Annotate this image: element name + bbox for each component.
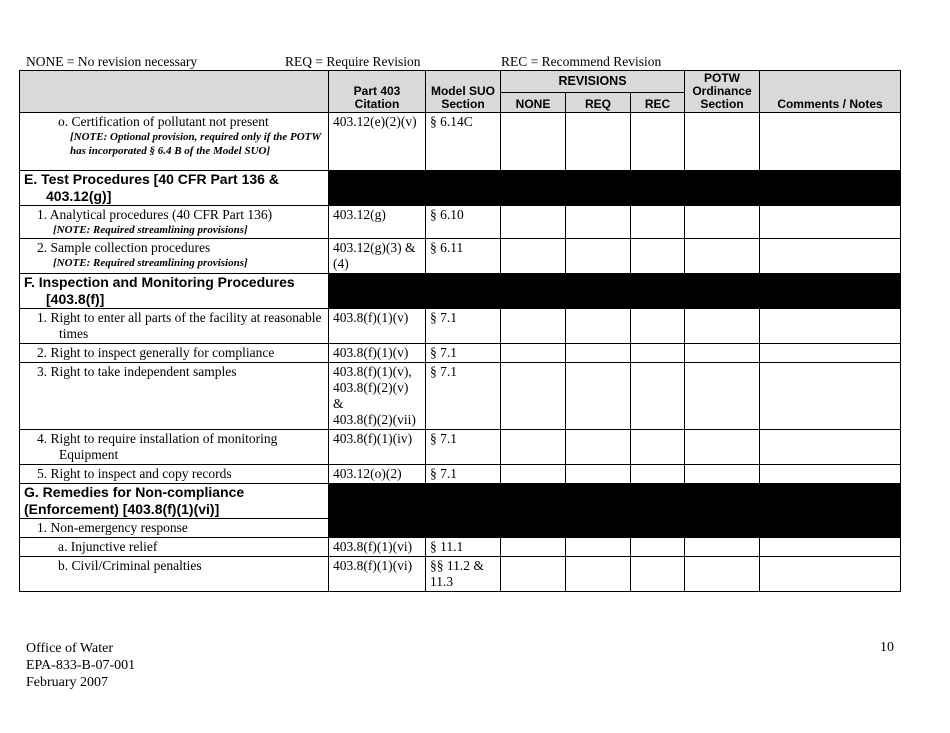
- comments-cell[interactable]: [760, 113, 901, 171]
- provision-label: a. Injunctive relief: [58, 539, 158, 554]
- section-row-e: [20, 171, 901, 206]
- provision-label: 4. Right to require installation of monitoring Equipment: [37, 431, 278, 462]
- provision-label: b. Civil/Criminal penalties: [58, 558, 202, 573]
- provision-note: [NOTE: Required streamlining provisions]: [53, 257, 248, 269]
- potw-cell[interactable]: [685, 557, 760, 592]
- footer-office: Office of Water: [26, 641, 113, 656]
- rec-cell[interactable]: [631, 465, 685, 484]
- header-potw: POTW Ordinance Section: [685, 71, 760, 113]
- none-cell[interactable]: [501, 344, 566, 363]
- none-cell[interactable]: [501, 206, 566, 239]
- none-cell[interactable]: [501, 113, 566, 171]
- req-cell[interactable]: [566, 538, 631, 557]
- citation-cell: 403.12(e)(2)(v): [329, 113, 426, 171]
- req-cell[interactable]: [566, 239, 631, 274]
- citation-cell: [329, 363, 426, 430]
- provision-cell: [20, 239, 329, 274]
- rec-cell[interactable]: [631, 538, 685, 557]
- rec-cell[interactable]: [631, 430, 685, 465]
- potw-cell[interactable]: [685, 309, 760, 344]
- header-comments: Comments / Notes: [760, 71, 901, 113]
- none-cell[interactable]: [501, 309, 566, 344]
- suo-cell: § 7.1: [426, 309, 501, 344]
- comments-cell[interactable]: [760, 465, 901, 484]
- comments-cell[interactable]: [760, 538, 901, 557]
- provision-label: 1. Analytical procedures (40 CFR Part 136): [37, 207, 273, 222]
- potw-cell[interactable]: [685, 113, 760, 171]
- legend-none: NONE = No revision necessary: [26, 54, 198, 69]
- header-citation: Part 403 Citation: [329, 71, 426, 113]
- footer-date: February 2007: [26, 675, 109, 690]
- table-row: [20, 206, 901, 239]
- provision-cell: [20, 538, 329, 557]
- req-cell[interactable]: [566, 363, 631, 430]
- provision-label: 2. Sample collection procedures: [37, 240, 211, 255]
- page-number: 10: [880, 640, 894, 655]
- req-cell[interactable]: [566, 309, 631, 344]
- req-cell[interactable]: [566, 557, 631, 592]
- table-row: [20, 309, 901, 344]
- potw-cell[interactable]: [685, 344, 760, 363]
- review-table: [19, 70, 901, 592]
- rec-cell[interactable]: [631, 557, 685, 592]
- section-title: E. Test Procedures [40 CFR Part 136 & 403.12(g)]: [20, 171, 329, 206]
- suo-cell: § 7.1: [426, 465, 501, 484]
- none-cell[interactable]: [501, 465, 566, 484]
- provision-cell: [20, 206, 329, 239]
- provision-cell: [20, 113, 329, 171]
- suo-cell: § 6.11: [426, 239, 501, 274]
- comments-cell[interactable]: [760, 430, 901, 465]
- none-cell[interactable]: [501, 239, 566, 274]
- legend-req: REQ = Require Revision: [285, 54, 421, 69]
- citation-line: 403.8(f)(2)(v) &: [333, 380, 409, 411]
- provision-cell: [20, 519, 329, 538]
- req-cell[interactable]: [566, 344, 631, 363]
- header-rec: REC: [631, 93, 685, 113]
- citation-line: 403.8(f)(1)(v),: [333, 364, 412, 379]
- req-cell[interactable]: [566, 465, 631, 484]
- legend: [26, 54, 926, 70]
- comments-cell[interactable]: [760, 557, 901, 592]
- table-row: [20, 363, 901, 430]
- potw-cell[interactable]: [685, 239, 760, 274]
- comments-cell[interactable]: [760, 309, 901, 344]
- provision-note: [NOTE: Optional provision, required only if the POTW has incorporated § 6.4 B of the Model SUO]: [70, 131, 321, 157]
- rec-cell[interactable]: [631, 344, 685, 363]
- suo-cell: § 7.1: [426, 344, 501, 363]
- none-cell[interactable]: [501, 538, 566, 557]
- provision-cell: [20, 557, 329, 592]
- suo-cell: § 6.10: [426, 206, 501, 239]
- footer: [26, 640, 135, 691]
- none-cell[interactable]: [501, 430, 566, 465]
- citation-line: 403.8(f)(2)(vii): [333, 412, 416, 427]
- citation-cell: 403.12(g)(3) & (4): [329, 239, 426, 274]
- header-suo: Model SUO Section: [426, 71, 501, 113]
- header-revisions: REVISIONS: [501, 71, 685, 93]
- req-cell[interactable]: [566, 113, 631, 171]
- comments-cell[interactable]: [760, 206, 901, 239]
- section-title: F. Inspection and Monitoring Procedures [403.8(f)]: [20, 274, 329, 309]
- suo-cell: § 7.1: [426, 430, 501, 465]
- section-row-f: [20, 274, 901, 309]
- potw-cell[interactable]: [685, 538, 760, 557]
- table-row: [20, 465, 901, 484]
- section-row-g: [20, 484, 901, 519]
- citation-cell: 403.8(f)(1)(v): [329, 344, 426, 363]
- potw-cell[interactable]: [685, 206, 760, 239]
- section-title: G. Remedies for Non-compliance (Enforcement) [403.8(f)(1)(vi)]: [20, 484, 329, 519]
- table-row: [20, 113, 901, 171]
- citation-cell: 403.12(o)(2): [329, 465, 426, 484]
- provision-label: 5. Right to inspect and copy records: [37, 466, 232, 481]
- header-provision: [20, 71, 329, 113]
- none-cell[interactable]: [501, 363, 566, 430]
- comments-cell[interactable]: [760, 344, 901, 363]
- legend-rec: REC = Recommend Revision: [501, 54, 662, 69]
- potw-cell[interactable]: [685, 363, 760, 430]
- provision-cell: [20, 309, 329, 344]
- provision-label: 3. Right to take independent samples: [37, 364, 237, 379]
- provision-label: 1. Right to enter all parts of the facility at reasonable times: [37, 310, 322, 341]
- potw-cell[interactable]: [685, 465, 760, 484]
- req-cell[interactable]: [566, 206, 631, 239]
- provision-note: [NOTE: Required streamlining provisions]: [53, 224, 248, 236]
- provision-label: 1. Non-emergency response: [37, 520, 188, 535]
- rec-cell[interactable]: [631, 309, 685, 344]
- rec-cell[interactable]: [631, 363, 685, 430]
- provision-cell: [20, 363, 329, 430]
- citation-cell: 403.12(g): [329, 206, 426, 239]
- citation-cell: 403.8(f)(1)(iv): [329, 430, 426, 465]
- suo-cell: § 7.1: [426, 363, 501, 430]
- table-row: [20, 344, 901, 363]
- provision-cell: [20, 465, 329, 484]
- citation-cell: 403.8(f)(1)(v): [329, 309, 426, 344]
- rec-cell[interactable]: [631, 113, 685, 171]
- provision-label: o. Certification of pollutant not present: [58, 114, 269, 129]
- rec-cell[interactable]: [631, 206, 685, 239]
- none-cell[interactable]: [501, 557, 566, 592]
- table-row: [20, 430, 901, 465]
- potw-cell[interactable]: [685, 430, 760, 465]
- citation-cell: 403.8(f)(1)(vi): [329, 538, 426, 557]
- suo-cell: §§ 11.2 & 11.3: [426, 557, 501, 592]
- comments-cell[interactable]: [760, 363, 901, 430]
- rec-cell[interactable]: [631, 239, 685, 274]
- header-none: NONE: [501, 93, 566, 113]
- provision-cell: [20, 430, 329, 465]
- table-row: [20, 538, 901, 557]
- citation-cell: 403.8(f)(1)(vi): [329, 557, 426, 592]
- provision-cell: [20, 344, 329, 363]
- table-row: [20, 239, 901, 274]
- subsection-row-g1: [20, 519, 901, 538]
- provision-label: 2. Right to inspect generally for compliance: [37, 345, 275, 360]
- footer-doc-number: EPA-833-B-07-001: [26, 658, 136, 673]
- req-cell[interactable]: [566, 430, 631, 465]
- suo-cell: § 11.1: [426, 538, 501, 557]
- comments-cell[interactable]: [760, 239, 901, 274]
- suo-cell: § 6.14C: [426, 113, 501, 171]
- table-row: [20, 557, 901, 592]
- header-req: REQ: [566, 93, 631, 113]
